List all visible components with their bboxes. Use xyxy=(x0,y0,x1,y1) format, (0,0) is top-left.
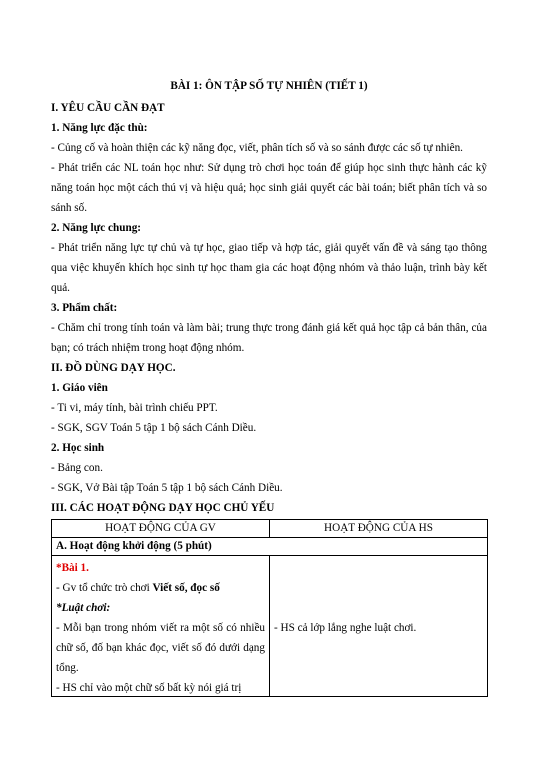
paragraph: - Phát triển các NL toán học như: Sử dụng trò chơi học toán để giúp học sinh thực hành các kỹ năng toán học một cách thú vị và hiệu quả; học sinh giải quyết các bài toán; biết phân tích và so sánh số. xyxy=(51,162,487,214)
subheading-general-competence: 2. Năng lực chung: xyxy=(51,222,142,234)
paragraph: - Củng cố và hoàn thiện các kỹ năng đọc, viết, phân tích số và so sánh được các số tự nhiên. xyxy=(51,142,463,154)
rules-label: *Luật chơi: xyxy=(56,602,111,614)
teacher-activity-cell xyxy=(52,556,270,697)
paragraph: - Phát triển năng lực tự chủ và tự học, giao tiếp và hợp tác, giải quyết vấn đề và sáng tạo thông qua việc khuyến khích học sinh tự học tham gia các hoạt động nhóm và thảo luận, trình bày kết quả. xyxy=(51,242,487,294)
game-name: Viết số, đọc số xyxy=(152,582,220,594)
document-page xyxy=(51,79,487,697)
paragraph: - Mỗi bạn trong nhóm viết ra một số có nhiều chữ số, đố bạn khác đọc, viết số đó dưới dạng tổng. xyxy=(56,622,265,674)
paragraph: - HS chỉ vào một chữ số bất kỳ nói giá trị xyxy=(56,682,242,694)
subheading-student: 2. Học sinh xyxy=(51,442,105,454)
paragraph: - Ti vi, máy tính, bài trình chiếu PPT. xyxy=(51,402,218,414)
section-heading-materials: II. ĐỒ DÙNG DẠY HỌC. xyxy=(51,362,176,374)
text: - Gv tổ chức trò chơi xyxy=(56,582,153,594)
exercise-label: *Bài 1. xyxy=(56,562,89,574)
paragraph: - SGK, Vở Bài tập Toán 5 tập 1 bộ sách Cánh Diều. xyxy=(51,482,283,494)
paragraph xyxy=(56,578,265,598)
subheading-qualities: 3. Phẩm chất: xyxy=(51,302,118,314)
column-header-student: HOẠT ĐỘNG CỦA HS xyxy=(270,520,488,538)
lesson-title: BÀI 1: ÔN TẬP SỐ TỰ NHIÊN (TIẾT 1) xyxy=(170,80,368,92)
section-heading-requirements: I. YÊU CẦU CẦN ĐẠT xyxy=(51,102,165,114)
student-activity-cell xyxy=(270,556,488,697)
paragraph: - Bảng con. xyxy=(51,462,103,474)
section-heading-activities: III. CÁC HOẠT ĐỘNG DẠY HỌC CHỦ YẾU xyxy=(51,502,275,514)
subheading-teacher: 1. Giáo viên xyxy=(51,382,108,394)
table-section-row xyxy=(52,538,488,556)
table-row xyxy=(52,556,488,697)
table-header-row xyxy=(52,520,488,538)
column-header-teacher: HOẠT ĐỘNG CỦA GV xyxy=(52,520,270,538)
teacher-activity-content xyxy=(56,558,265,694)
paragraph: - SGK, SGV Toán 5 tập 1 bộ sách Cánh Diều. xyxy=(51,422,257,434)
section-startup-activity: A. Hoạt động khởi động (5 phút) xyxy=(52,538,488,556)
paragraph: - HS cả lớp lắng nghe luật chơi. xyxy=(274,622,417,634)
activities-table xyxy=(51,519,488,697)
subheading-specific-competence: 1. Năng lực đặc thù: xyxy=(51,122,148,134)
paragraph: - Chăm chỉ trong tính toán và làm bài; trung thực trong đánh giá kết quả học tập cả bản thân, của bạn; có trách nhiệm trong hoạt động nhóm. xyxy=(51,322,487,354)
